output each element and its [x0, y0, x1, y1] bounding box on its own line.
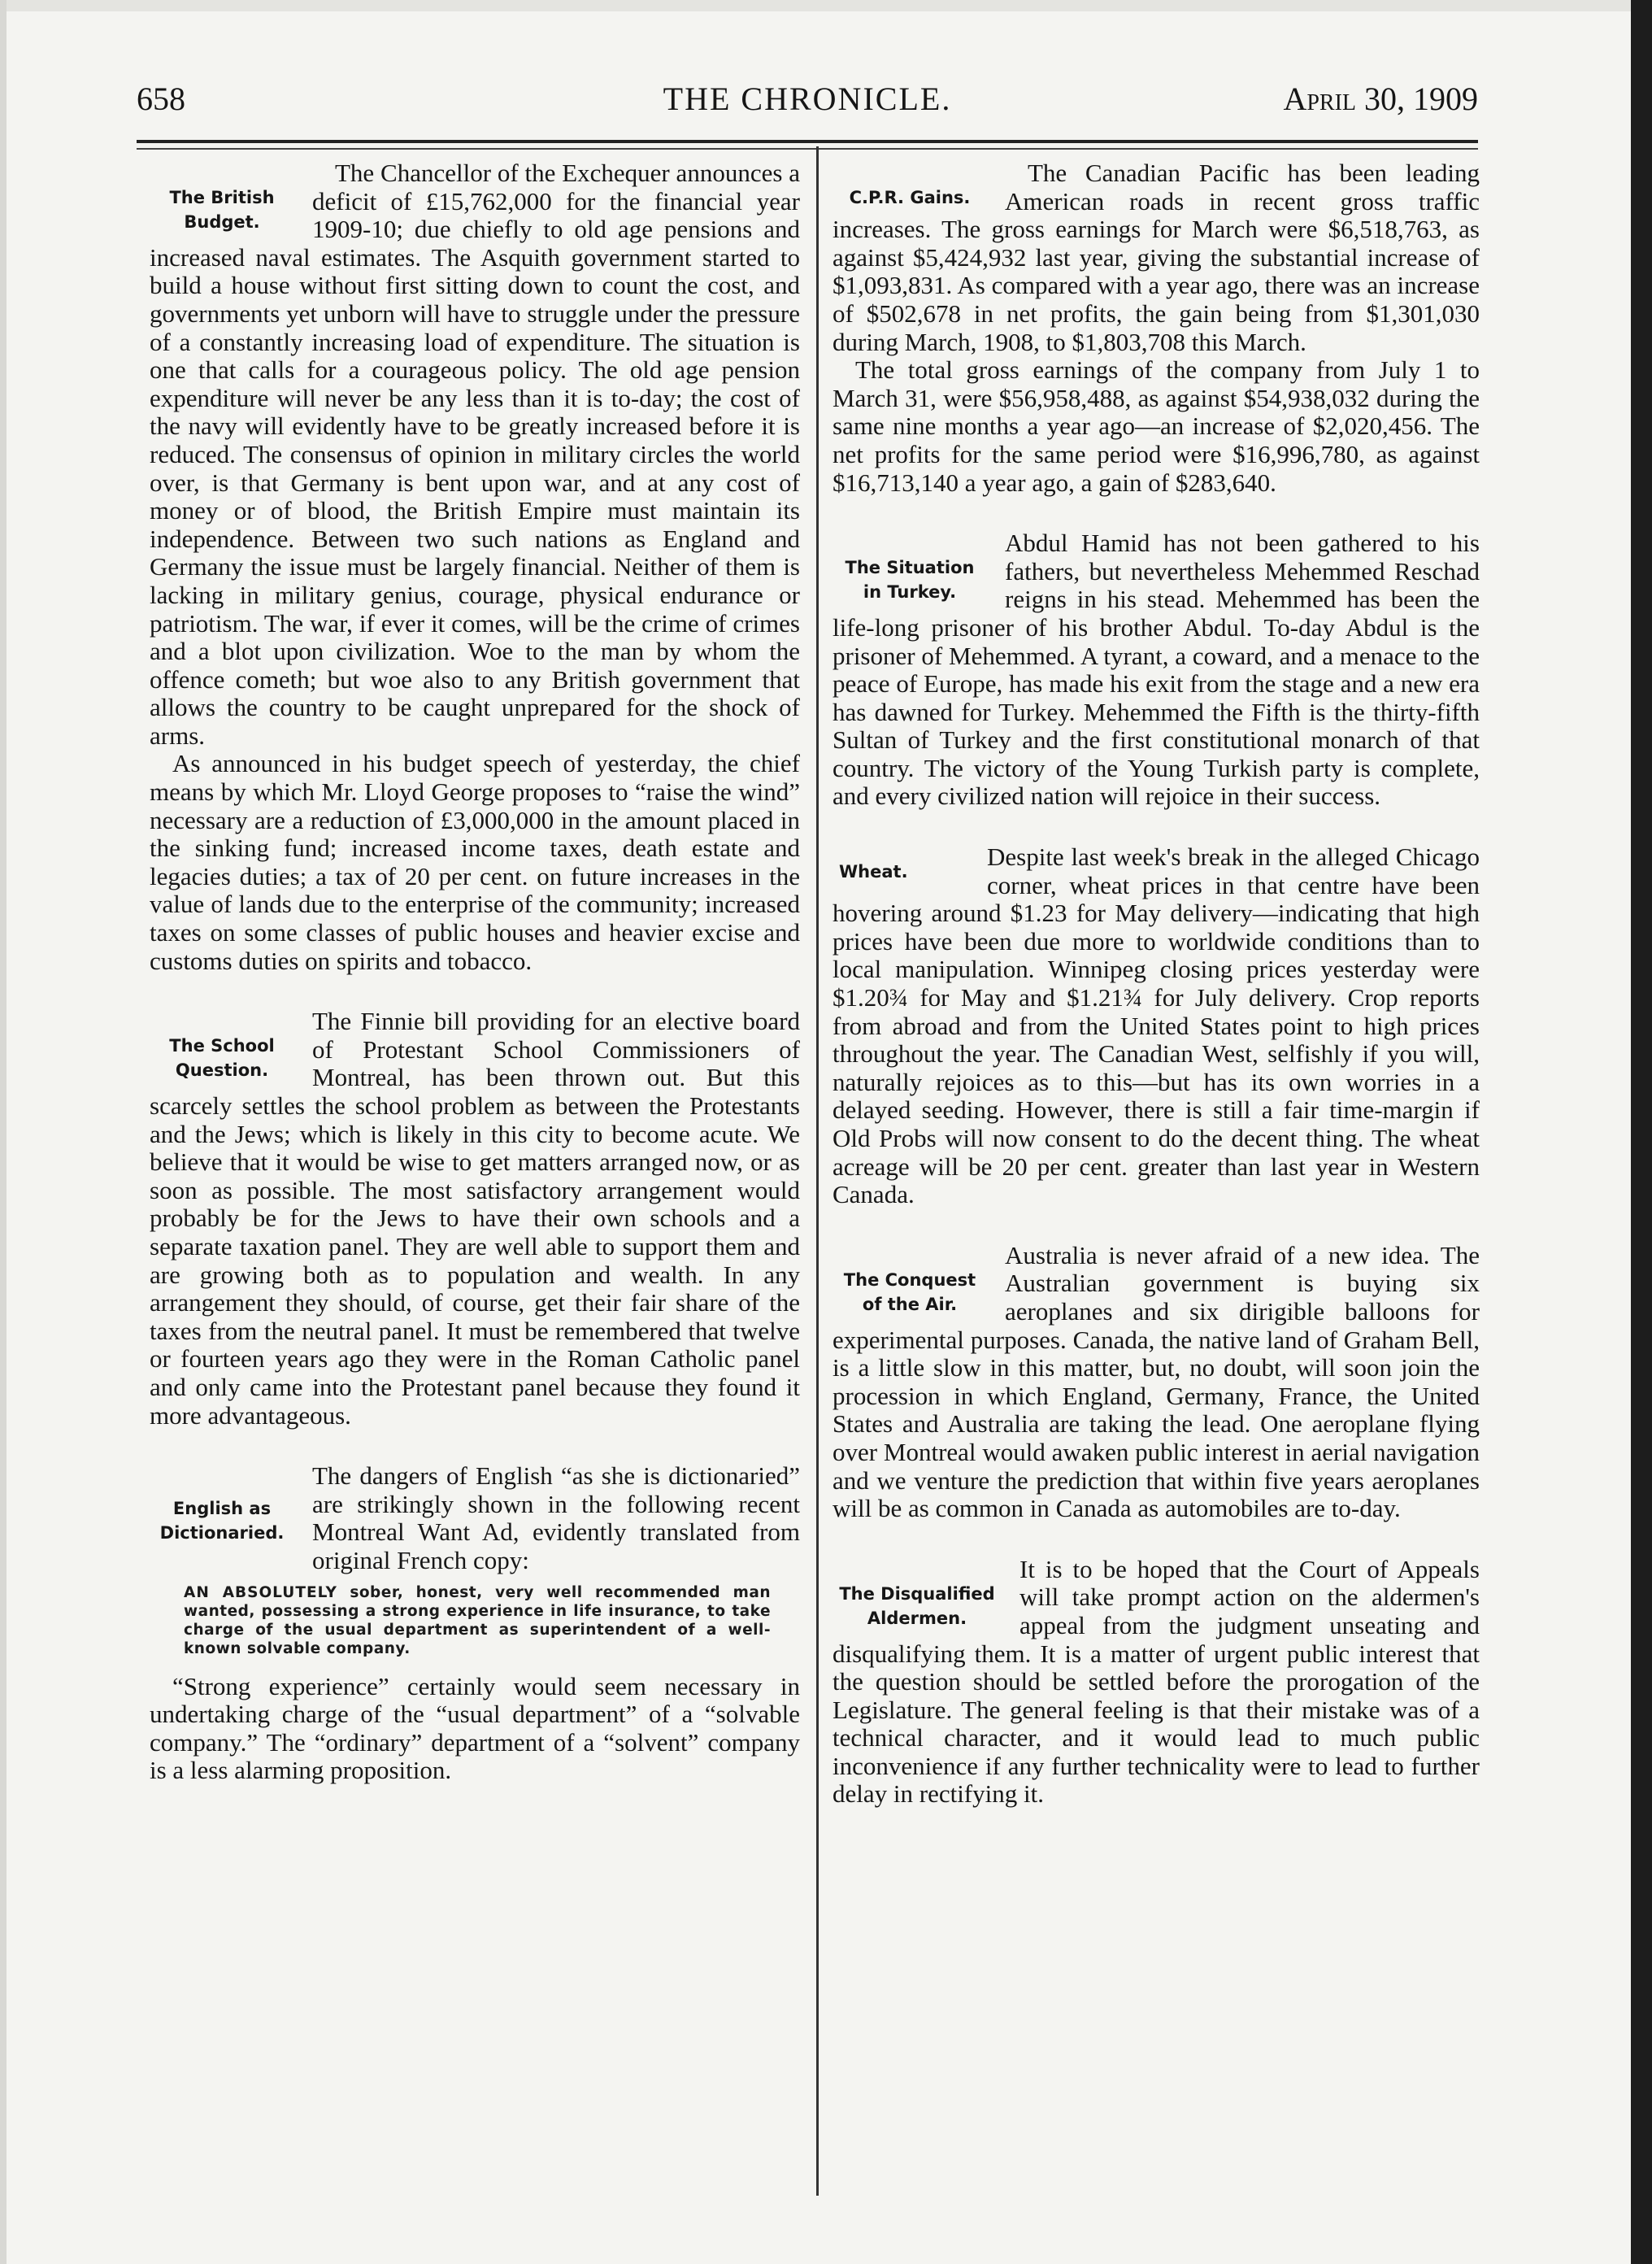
header-rule-thick: [137, 140, 1478, 143]
left-column: [150, 159, 800, 1818]
column-divider: [816, 146, 819, 2196]
page-header: [137, 80, 1478, 128]
page-number: 658: [137, 81, 185, 117]
article-heading: [150, 1032, 294, 1082]
heading-line: in Turkey.: [863, 582, 957, 603]
article-paragraph: The total gross earnings of the company from July 1 to March 31, were $56,958,488, as against $54,938,032 during the same nine months a year ago—an increase of $2,020,456. The net profits for the same period were $16,996,780, as against $16,713,140 a year ago, a gain of $283,640.: [833, 355, 1480, 497]
heading-line: The Conquest: [843, 1269, 976, 1290]
article-school-question: [150, 1008, 800, 1430]
article-british-budget: [150, 159, 800, 975]
article-situation-turkey: [833, 529, 1480, 811]
article-paragraph: Abdul Hamid has not been gathered to his fathers, but nevertheless Mehemmed Reschad reigns in his stead. Mehemmed has been the life-long prisoner of his brother Abdul. To-day Abdul is the prisoner of Mehemmed. A tyrant, a coward, and a menace to the peace of Europe, has made his exit from the stage and a new era has dawned for Turkey. Mehemmed the Fifth is the thirty-fifth Sultan of Turkey and the first constitutional monarch of that country. The victory of the Young Turkish party is complete, and every civilized nation will rejoice in their success.: [833, 529, 1480, 811]
heading-line: The School: [169, 1036, 275, 1056]
heading-line: The Situation: [845, 558, 975, 578]
scan-edge-right: [1631, 0, 1652, 2264]
article-paragraph: It is to be hoped that the Court of Appeals will take prompt action on the aldermen's appeal from the judgment unseating and disqualifying them. It is a matter of urgent public interest that the question should be settled before the prorogation of the Legislature. The general feeling is that their mistake was of a technical character, and it would lead to much public inconvenience if any further technicality were to lead to further delay in rectifying it.: [833, 1554, 1480, 1809]
article-heading: The British Budget.: [169, 188, 275, 232]
article-cpr-gains: [833, 159, 1480, 497]
publication-title: THE CHRONICLE.: [663, 81, 952, 117]
article-paragraph: Australia is never afraid of a new idea. The Australian government is buying six aeroplanes and six dirigible balloons for experimental purposes. Canada, the native land of Graham Bell, is a little slow in this matter, but, no doubt, will soon join the procession in which England, Germany, France, the United States and Australia are taking the lead. One aeroplane flying over Montreal would awaken public interest in aerial navigation and we venture the prediction that within five years aeroplanes will be as common in Canada as automobiles are to-day.: [833, 1240, 1480, 1523]
want-ad-quote: [184, 1583, 771, 1658]
heading-line: Question.: [175, 1060, 269, 1081]
article-heading: [833, 1580, 1002, 1631]
article-wheat: [833, 843, 1480, 1209]
article-paragraph: The Finnie bill providing for an elective board of Protestant School Commissioners of Montreal, has been thrown out. But this scarcely settles the school problem as between the Protestants and the Jews; which is likely in this city to become acute. We believe that it would be wise to get matters arranged now, or as soon as possible. The most satisfactory arrangement would probably be for the Jews to have their own schools and a separate taxation panel. They are well able to support them and are growing both as to population and wealth. In any arrangement they should, of course, get their fair share of the taxes from the neutral panel. It must be remembered that twelve or fourteen years ago they were in the Roman Catholic panel and only came into the Protestant panel because they found it more advantageous.: [150, 1007, 800, 1430]
header-rule-thin: [137, 148, 1478, 150]
article-heading: [150, 1495, 294, 1545]
article-paragraph: Despite last week's break in the alleged Chicago corner, wheat prices in that centre have been hovering around $1.23 for May delivery—indicating that high prices have been due more to worldwide conditions than to local manipulation. Winnipeg closing prices yesterday were $1.20¾ for May and $1.21¾ for July delivery. Crop reports from abroad and from the United States point to high prices throughout the year. The Canadian West, selfishly if you will, naturally rejoices as to this—but has its own worries in a delayed seeding. However, there is still a fair time-margin if Old Probs will now consent to do the decent thing. The wheat acreage will be 20 per cent. greater than last year in Western Canada.: [833, 842, 1480, 1209]
article-english-dictionaried: [150, 1462, 800, 1785]
scan-edge-top: [0, 0, 1652, 11]
article-paragraph: As announced in his budget speech of yesterday, the chief means by which Mr. Lloyd George proposes to “raise the wind” necessary are a reduction of £3,000,000 in the amount placed in the sinking fund; increased income taxes, death estate and legacies duties; a tax of 20 per cent. on future increases in the value of lands due to the enterprise of the community; increased taxes on some classes of public houses and heavier excise and customs duties on spirits and tobacco.: [150, 749, 800, 975]
article-paragraph: The Canadian Pacific has been leading American roads in recent gross traffic increases. The gross earnings for March were $6,518,763, as against $5,424,932 last year, giving the substantial increase of $1,093,831. As compared with a year ago, there was an increase of $502,678 in net profits, the gain being from $1,301,030 during March, 1908, to $1,803,708 this March.: [833, 159, 1480, 356]
article-paragraph: The dangers of English “as she is dictionaried” are strikingly shown in the following recent Montreal Want Ad, evidently translated from original French copy:: [312, 1461, 800, 1574]
article-disqualified-aldermen: [833, 1556, 1480, 1809]
heading-line: The Disqualified: [839, 1583, 995, 1604]
heading-line: Dictionaried.: [159, 1523, 285, 1543]
right-column: [833, 159, 1480, 1841]
article-heading: C.P.R. Gains.: [849, 188, 971, 207]
scan-edge-left: [0, 0, 7, 2264]
heading-line: of the Air.: [862, 1294, 958, 1314]
article-heading: [833, 1266, 987, 1317]
article-heading: [833, 554, 987, 604]
article-conquest-air: [833, 1242, 1480, 1523]
article-heading: Wheat.: [839, 862, 908, 882]
heading-line: Aldermen.: [867, 1608, 967, 1628]
article-paragraph: “Strong experience” certainly would seem necessary in undertaking charge of the “usual department” of a “solvable company.” The “ordinary” department of a “solvent” company is a less alarming proposition.: [150, 1671, 800, 1785]
issue-date: April 30, 1909: [1283, 81, 1478, 117]
want-ad-body: sober, honest, very well recommended man wanted, possessing a strong experience in life insurance, to take charge of the usual department as superintendent of a well-known solvable company.: [184, 1583, 772, 1657]
heading-line: English as: [172, 1499, 272, 1519]
want-ad-lead: AN ABSOLUTELY: [184, 1583, 337, 1601]
article-paragraph: The Chancellor of the Exchequer announces a deficit of £15,762,000 for the financial year 1909-10; due chiefly to old age pensions and increased naval estimates. The Asquith government started to build a house without first sitting down to count the cost, and governments yet unborn will have to struggle under the pressure of a constantly increasing load of expenditure. The situation is one that calls for a courageous policy. The old age pension expenditure will never be any less than it is to-day; the cost of the navy will evidently have to be greatly increased before it is reduced. The consensus of opinion in military circles the world over, is that Germany is bent upon war, and at any cost of money or of blood, the British Empire must maintain its independence. Between two such nations as England and Germany the issue must be largely financial. Neither of them is lacking in military genius, courage, physical endurance or patriotism. The war, if ever it comes, will be the crime of crimes and a blot upon civilization. Woe to the man by whom the offence cometh; but woe also to any British government that allows the country to be caught unprepared for the shock of arms.: [150, 159, 800, 750]
